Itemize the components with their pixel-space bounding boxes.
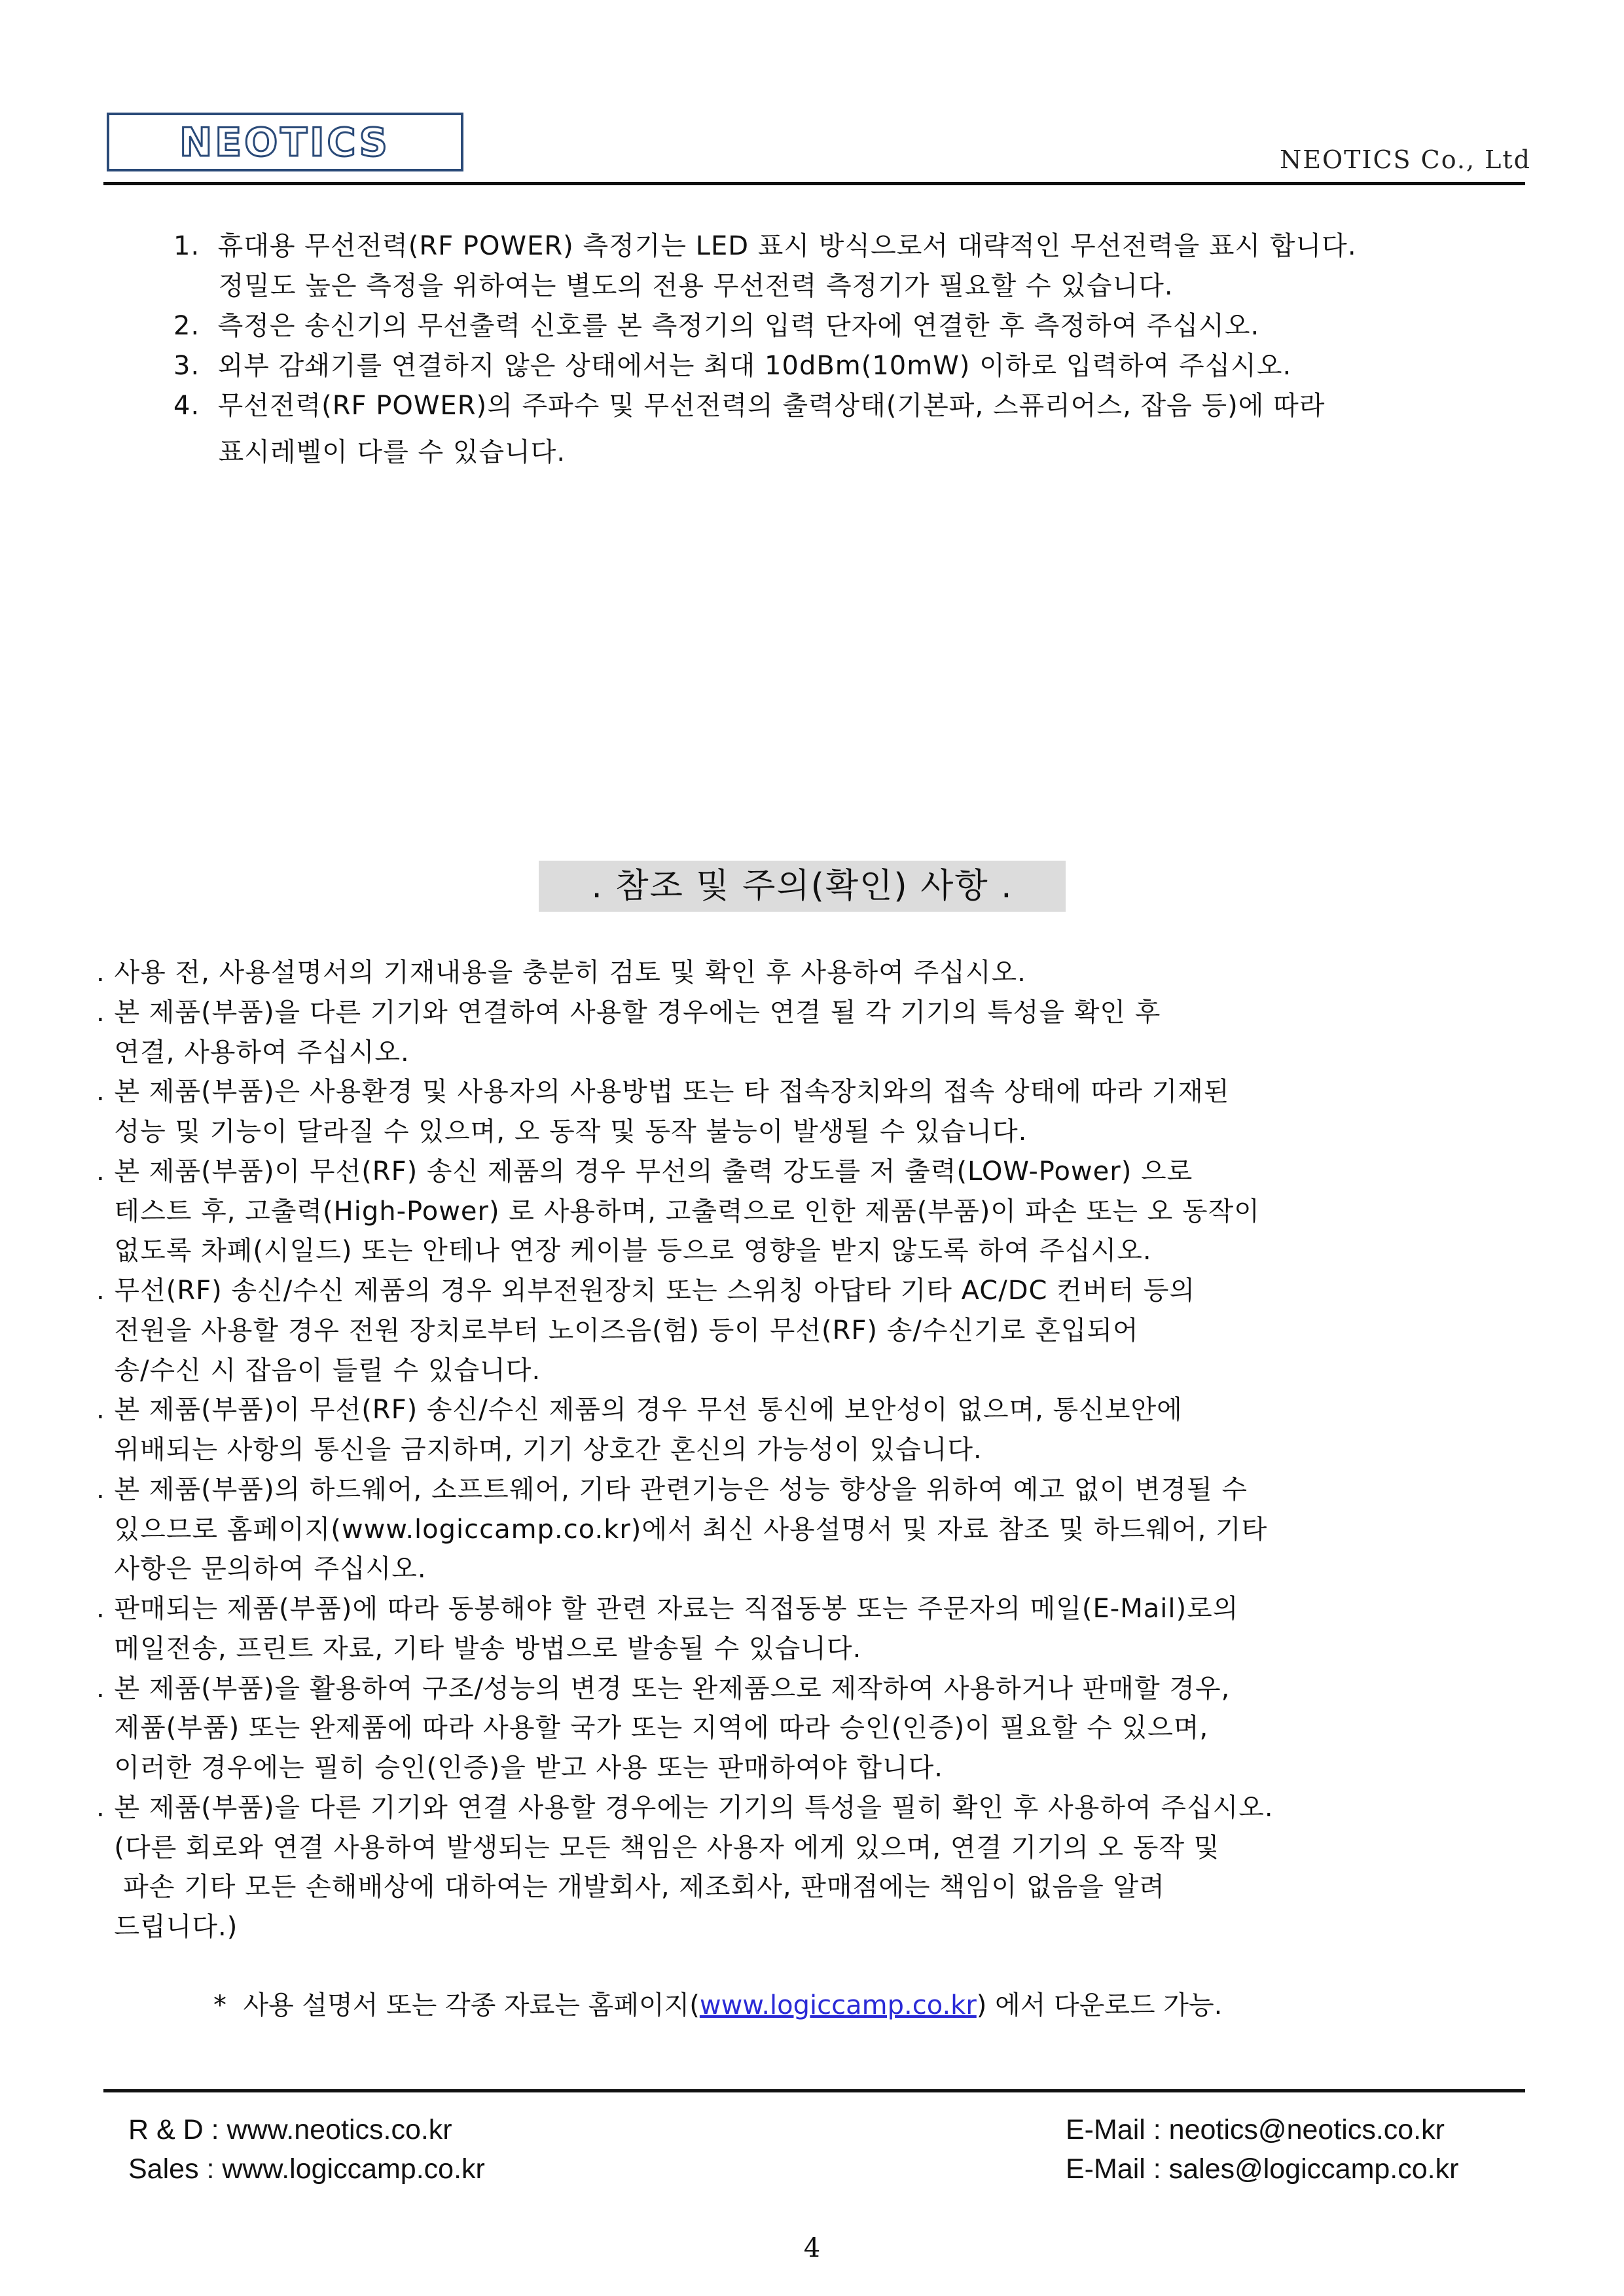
note-line: . 본 제품(부품)이 무선(RF) 송신 제품의 경우 무선의 출력 강도를 저 출력(LOW-Power) 으로 — [96, 1157, 1193, 1187]
note-line: . 본 제품(부품)은 사용환경 및 사용자의 사용방법 또는 타 접속장치와의 접속 상태에 따라 기재된 — [96, 1077, 1230, 1107]
section-title: . 참조 및 주의(확인) 사항 . — [539, 861, 1066, 912]
company-name: NEOTICS Co., Ltd — [1279, 145, 1531, 174]
note-line: (다른 회로와 연결 사용하여 발생되는 모든 책임은 사용자 에게 있으며, 연결 기기의 오 동작 및 — [96, 1833, 1220, 1863]
list-item: 4. 무선전력(RF POWER)의 주파수 및 무선전력의 출력상태(기본파, 스퓨리어스, 잡음 등)에 따라 — [173, 391, 1326, 421]
note-line: 있으므로 홈페이지(www.logiccamp.co.kr)에서 최신 사용설명서 및 자료 참조 및 하드웨어, 기타 — [96, 1515, 1268, 1545]
note-line: . 본 제품(부품)을 다른 기기와 연결하여 사용할 경우에는 연결 될 각 기기의 특성을 확인 후 — [96, 997, 1161, 1028]
note-line: . 본 제품(부품)을 활용하여 구조/성능의 변경 또는 완제품으로 제작하여 사용하거나 판매할 경우, — [96, 1674, 1231, 1704]
list-item: 3. 외부 감쇄기를 연결하지 않은 상태에서는 최대 10dBm(10mW) 이하로 입력하여 주십시오. — [173, 351, 1292, 381]
note-line: . 본 제품(부품)의 하드웨어, 소프트웨어, 기타 관련기능은 성능 향상을 위하여 예고 없이 변경될 수 — [96, 1475, 1248, 1505]
neotics-logo — [107, 113, 463, 171]
note-line: 송/수신 시 잡음이 들릴 수 있습니다. — [96, 1355, 541, 1386]
list-item: 1. 휴대용 무선전력(RF POWER) 측정기는 LED 표시 방식으로서 대략적인 무선전력을 표시 합니다. — [173, 231, 1357, 261]
page-number: 4 — [803, 2233, 821, 2263]
rd-website: R & D : www.neotics.co.kr — [128, 2114, 452, 2145]
download-note-suffix: ) 에서 다운로드 가능. — [976, 1990, 1223, 2020]
note-line: 위배되는 사항의 통신을 금지하며, 기기 상호간 혼신의 가능성이 있습니다. — [96, 1435, 983, 1465]
note-line: 없도록 차폐(시일드) 또는 안테나 연장 케이블 등으로 영향을 받지 않도록 하여 주십시오. — [96, 1236, 1152, 1266]
note-line: 파손 기타 모든 손해배상에 대하여는 개발회사, 제조회사, 판매점에는 책임이 없음을 알려 — [96, 1872, 1165, 1902]
note-line: 메일전송, 프린트 자료, 기타 발송 방법으로 발송될 수 있습니다. — [96, 1634, 862, 1664]
download-note — [213, 1988, 1222, 2022]
homepage-link[interactable]: www.logiccamp.co.kr — [699, 1990, 977, 2020]
note-line: . 판매되는 제품(부품)에 따라 동봉해야 할 관련 자료는 직접동봉 또는 주문자의 메일(E-Mail)로의 — [96, 1594, 1239, 1624]
logo-mark — [109, 115, 461, 169]
sales-website: Sales : www.logiccamp.co.kr — [128, 2153, 485, 2185]
note-line: . 사용 전, 사용설명서의 기재내용을 충분히 검토 및 확인 후 사용하여 주십시오. — [96, 958, 1026, 988]
list-item: 표시레벨이 다를 수 있습니다. — [173, 437, 566, 467]
download-note-prefix: * 사용 설명서 또는 각종 자료는 홈페이지( — [213, 1990, 700, 2020]
list-item: 2. 측정은 송신기의 무선출력 신호를 본 측정기의 입력 단자에 연결한 후 측정하여 주십시오. — [173, 311, 1260, 341]
list-item: 정밀도 높은 측정을 위하여는 별도의 전용 무선전력 측정기가 필요할 수 있습니다. — [173, 271, 1174, 301]
sales-email: E-Mail : sales@logiccamp.co.kr — [1066, 2153, 1459, 2185]
note-line: 제품(부품) 또는 완제품에 따라 사용할 국가 또는 지역에 따라 승인(인증)이 필요할 수 있으며, — [96, 1713, 1209, 1743]
note-line: . 본 제품(부품)을 다른 기기와 연결 사용할 경우에는 기기의 특성을 필히 확인 후 사용하여 주십시오. — [96, 1793, 1274, 1823]
footer-divider — [103, 2089, 1525, 2092]
note-line: 사항은 문의하여 주십시오. — [96, 1554, 427, 1584]
header-divider — [103, 182, 1525, 185]
note-line: 전원을 사용할 경우 전원 장치로부터 노이즈음(험) 등이 무선(RF) 송/수신기로 혼입되어 — [96, 1316, 1139, 1346]
note-line: 성능 및 기능이 달라질 수 있으며, 오 동작 및 동작 불능이 발생될 수 있습니다. — [96, 1117, 1028, 1147]
note-line: 드립니다.) — [96, 1912, 238, 1942]
logo-wordmark: NEOTICS — [179, 120, 390, 166]
note-line: 이러한 경우에는 필히 승인(인증)을 받고 사용 또는 판매하여야 합니다. — [96, 1753, 943, 1783]
note-line: . 본 제품(부품)이 무선(RF) 송신/수신 제품의 경우 무선 통신에 보안성이 없으며, 통신보안에 — [96, 1395, 1183, 1425]
rd-email: E-Mail : neotics@neotics.co.kr — [1066, 2114, 1445, 2145]
note-line: . 무선(RF) 송신/수신 제품의 경우 외부전원장치 또는 스위칭 아답타 기타 AC/DC 컨버터 등의 — [96, 1276, 1196, 1306]
note-line: 연결, 사용하여 주십시오. — [96, 1037, 410, 1067]
note-line: 테스트 후, 고출력(High-Power) 로 사용하며, 고출력으로 인한 제품(부품)이 파손 또는 오 동작이 — [96, 1196, 1260, 1227]
